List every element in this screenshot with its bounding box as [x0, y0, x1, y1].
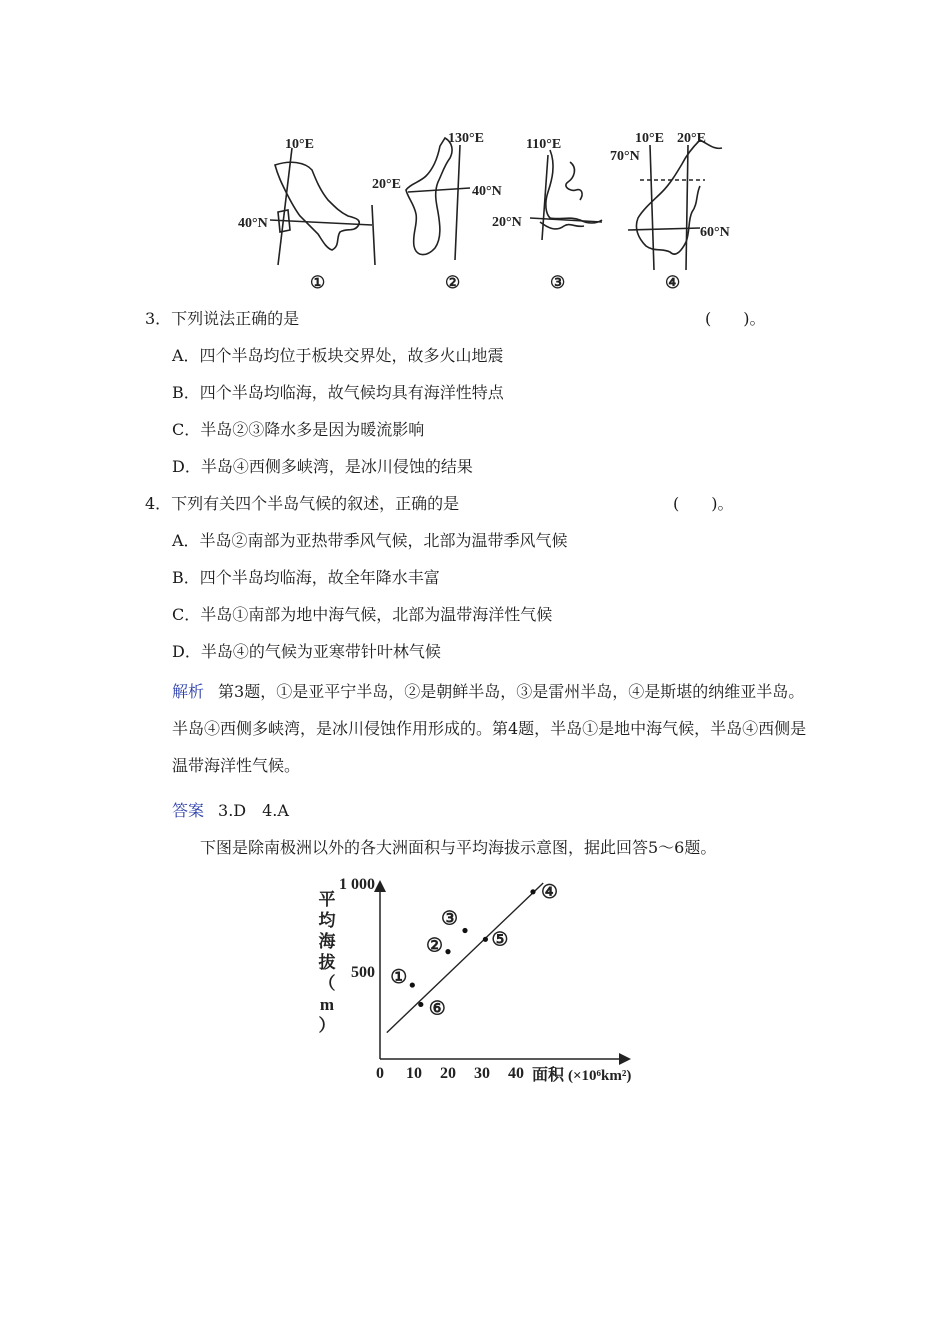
question-3-answer-paren: ( )。 [705, 309, 766, 328]
data-point [462, 928, 467, 933]
map-2-lat-label: 40°N [472, 184, 502, 199]
data-point [483, 937, 488, 942]
data-point [530, 889, 535, 894]
map-3-lat-label: 20°N [492, 215, 522, 230]
data-point-label: ⑥ [428, 998, 446, 1020]
peninsula-maps-svg [230, 120, 730, 295]
question-3-option-b: B．四个半岛均临海，故气候均具有海洋性特点 [172, 383, 504, 402]
data-point [418, 1002, 423, 1007]
peninsula-maps [230, 120, 730, 295]
question-4-option-d: D．半岛④的气候为亚寒带针叶林气候 [172, 642, 441, 661]
map-1-coast [275, 162, 359, 250]
map-2-parallel [408, 188, 470, 192]
map-4-lon2-label: 20°E [677, 131, 706, 146]
ticks-layer [339, 876, 524, 1082]
points-layer [390, 882, 558, 1020]
answer-label: 答案 [172, 801, 205, 820]
answer-block [172, 800, 289, 822]
data-point [445, 949, 450, 954]
analysis-label: 解析 [172, 682, 205, 701]
map-1-number: ① [310, 273, 326, 292]
data-point-label: ④ [541, 881, 559, 903]
question-4-option-c: C．半岛①南部为地中海气候，北部为温带海洋性气候 [172, 605, 553, 624]
map-3-coast-2 [566, 162, 582, 200]
x-axis-label-unit: (×10⁶km²) [568, 1068, 632, 1084]
y-axis-label-char: （ [318, 974, 336, 993]
analysis-text: 第3题，①是亚平宁半岛，②是朝鲜半岛，③是雷州半岛，④是斯堪的纳维亚半岛。半岛④西侧多峡湾，是冰川侵蚀作用形成的。第4题，半岛①是地中海气候，半岛④西侧是温带海洋性气候。 [172, 682, 807, 775]
map-1-parallel [270, 220, 372, 225]
question-3-stem: 3．下列说法正确的是 [145, 309, 300, 328]
map-4-number: ④ [665, 273, 681, 292]
y-tick-label: 1 000 [339, 876, 375, 893]
map-4-lat1-label: 70°N [610, 149, 640, 164]
map-1 [238, 137, 375, 292]
map-4-lat2-label: 60°N [700, 225, 730, 240]
x-tick-label: 0 [376, 1065, 384, 1082]
map-1-lat-label: 40°N [238, 216, 268, 231]
x-axis-label [532, 1065, 631, 1084]
chart-intro: 下图是除南极洲以外的各大洲面积与平均海拔示意图，据此回答5～6题。 [200, 838, 717, 857]
analysis-block [172, 673, 812, 784]
map-3 [492, 137, 602, 292]
y-axis-label-char: 均 [318, 911, 336, 930]
y-tick-label: 500 [351, 964, 375, 981]
map-4-coast [636, 140, 700, 254]
y-axis-label-char: 海 [318, 932, 336, 951]
question-3-option-d: D．半岛④西侧多峡湾，是冰川侵蚀的结果 [172, 457, 473, 476]
trend-line [387, 883, 543, 1033]
answer-text: 3.D 4.A [218, 801, 289, 820]
y-axis-label-char: ） [318, 1016, 336, 1035]
chart-svg [300, 875, 670, 1090]
question-4-stem: 4．下列有关四个半岛气候的叙述，正确的是 [145, 494, 460, 513]
map-4-meridian-2 [686, 145, 688, 270]
map-2-coast [406, 138, 452, 255]
data-point-label: ⑤ [491, 929, 509, 951]
map-1-lon-label: 10°E [285, 137, 314, 152]
map-3-lon-label: 110°E [526, 137, 562, 152]
map-1-border-line [372, 205, 375, 265]
x-tick-label: 10 [406, 1065, 422, 1082]
data-point-label: ① [390, 967, 408, 989]
map-2 [372, 131, 502, 292]
x-tick-label: 30 [474, 1065, 490, 1082]
data-point-label: ③ [441, 908, 459, 930]
map-4-meridian-1 [650, 145, 654, 270]
y-axis-label [318, 889, 337, 1035]
data-point-label: ② [426, 935, 444, 957]
x-axis-label-main: 面积 [532, 1067, 565, 1084]
map-3-number: ③ [550, 273, 566, 292]
question-3-option-a: A．四个半岛均位于板块交界处，故多火山地震 [172, 346, 504, 365]
question-3-option-c: C．半岛②③降水多是因为暖流影响 [172, 420, 425, 439]
question-4-answer-paren: ( )。 [673, 494, 734, 513]
y-axis-label-char: 平 [318, 890, 336, 909]
map-2-lon1-label: 130°E [448, 131, 484, 146]
y-axis-label-char: 拔 [318, 953, 336, 972]
y-axis-label-char: m [319, 995, 335, 1014]
question-4-option-b: B．四个半岛均临海，故全年降水丰富 [172, 568, 440, 587]
map-1-meridian [278, 148, 292, 265]
map-4-lon1-label: 10°E [635, 131, 664, 146]
map-2-number: ② [445, 273, 461, 292]
map-4 [610, 131, 730, 292]
map-3-coast [546, 150, 602, 223]
continent-area-elevation-chart [300, 875, 670, 1090]
x-tick-label: 40 [508, 1065, 524, 1082]
x-tick-label: 20 [440, 1065, 456, 1082]
map-2-meridian [455, 145, 460, 260]
question-4-option-a: A．半岛②南部为亚热带季风气候，北部为温带季风气候 [172, 531, 568, 550]
map-3-island [540, 222, 584, 229]
map-2-lon2-label: 20°E [372, 177, 401, 192]
data-point [410, 982, 415, 987]
